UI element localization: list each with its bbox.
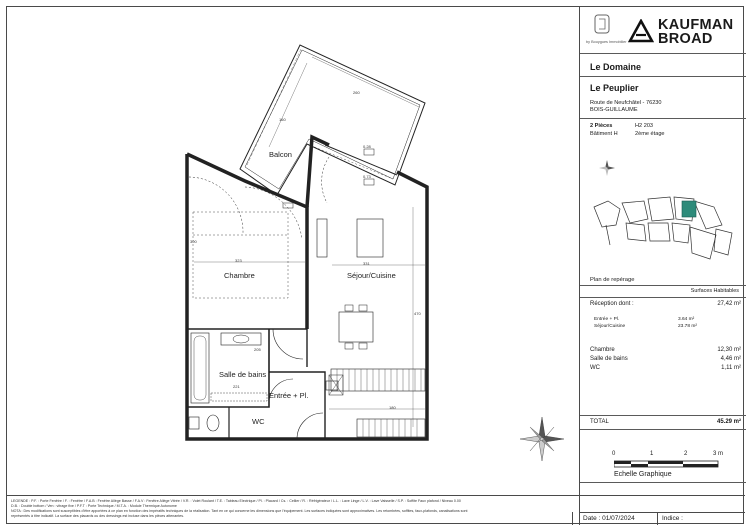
dim-balcon-top: 260 bbox=[353, 90, 360, 95]
site-building-5 bbox=[694, 201, 722, 229]
chambre-surface-value: 12,30 m² bbox=[717, 347, 741, 353]
logo-line-2: BROAD bbox=[658, 31, 713, 47]
site-building-2 bbox=[622, 201, 648, 223]
exterior-wall-north-west bbox=[187, 154, 307, 329]
dim-sdb-width: 221 bbox=[233, 384, 240, 389]
site-building-3 bbox=[648, 197, 674, 221]
total-value: 45.29 m² bbox=[716, 419, 741, 425]
scale-label: Echelle Graphique bbox=[614, 471, 672, 478]
footer-split-2 bbox=[657, 512, 658, 525]
logo-line-1: KAUFMAN bbox=[658, 17, 734, 33]
room-label-entree: Entrée + Pl. bbox=[269, 391, 309, 400]
site-building-6 bbox=[626, 223, 646, 241]
divider-1 bbox=[580, 53, 746, 54]
lot-floor: 2ème étage bbox=[635, 131, 665, 137]
dim-chambre-height: 300 bbox=[190, 239, 197, 244]
exterior-wall-notch bbox=[307, 137, 329, 207]
dim-height-2: 0.73 bbox=[363, 174, 371, 179]
chair-3 bbox=[345, 343, 353, 349]
divider-4 bbox=[580, 285, 746, 286]
door-swing-chambre-inner bbox=[273, 329, 303, 359]
residence-name: Le Domaine bbox=[590, 62, 642, 72]
dim-sejour-width: 331 bbox=[363, 261, 370, 266]
legend-line-4: représentés à titre indicatif. La surface des placards ou des dressings est incluse dans les pièces attenantes. bbox=[11, 514, 184, 518]
plan-sheet bbox=[6, 6, 744, 524]
balcony-inner-edge bbox=[245, 50, 420, 189]
window-marker-1 bbox=[364, 149, 374, 155]
dim-chambre-width: 323 bbox=[235, 258, 242, 263]
total-label: TOTAL bbox=[590, 419, 609, 425]
lot-type: 2 Pièces bbox=[590, 123, 613, 129]
door-swing-sejour bbox=[322, 157, 329, 203]
location-plan-label: Plan de repérage bbox=[590, 277, 635, 283]
highlighted-lot bbox=[682, 201, 696, 217]
site-building-9 bbox=[690, 227, 716, 259]
sejour-value: 23.78 m² bbox=[678, 324, 697, 329]
footer-split bbox=[572, 512, 573, 525]
chambre-surface-label: Chambre bbox=[590, 347, 615, 353]
legend-line-2: D.B. : Double bottom / Ven : vitrage fixe / P.F.T : Porte Technique / M.T.A. : Module Thermique Autonome bbox=[11, 504, 177, 508]
footer-top bbox=[579, 512, 745, 513]
window-marker-2 bbox=[364, 179, 374, 185]
bay-window-wall bbox=[325, 145, 397, 175]
developer-subtitle: by Bouygues Immobilier bbox=[586, 40, 627, 44]
divider-6 bbox=[580, 415, 746, 416]
kitchen-lower-units bbox=[357, 419, 425, 437]
chair-1 bbox=[345, 305, 353, 311]
sdb-surface-value: 4,46 m² bbox=[720, 356, 741, 362]
door-swing-entrance bbox=[297, 413, 323, 439]
legend-strip bbox=[7, 495, 579, 525]
site-building-1 bbox=[594, 201, 620, 227]
dim-sdb-height: 205 bbox=[254, 347, 261, 352]
sofa-outline bbox=[317, 219, 327, 257]
floor-plan bbox=[7, 7, 579, 495]
toilet-tank bbox=[189, 417, 199, 429]
entree-label: Entrée + Pl. bbox=[594, 317, 620, 322]
bathtub-basin bbox=[194, 336, 206, 400]
balcony-dim-line-top bbox=[312, 57, 419, 107]
room-label-chambre: Chambre bbox=[224, 271, 255, 280]
building-name: Le Peuplier bbox=[590, 83, 639, 93]
floor-plan-drawing bbox=[7, 7, 579, 495]
reception-value: 27,42 m² bbox=[717, 301, 741, 307]
dining-table-outline bbox=[339, 312, 373, 342]
scale-tick-3: 3 m bbox=[713, 451, 724, 457]
toilet-bowl bbox=[207, 415, 219, 431]
chair-4 bbox=[359, 343, 367, 349]
divider-7 bbox=[580, 429, 746, 430]
lot-building: Bâtiment H bbox=[590, 131, 618, 137]
dim-entree-width: 180 bbox=[389, 405, 396, 410]
wc-surface-value: 1,11 m² bbox=[721, 365, 741, 371]
divider-8 bbox=[580, 482, 746, 483]
plan-date: Date : 01/07/2024 bbox=[583, 515, 635, 522]
legend-line-1: LEGENDE : P.F. : Porte Fenêtre / F. : Fenêtre / F.A.B : Fenêtre Allège Basse / F.A.V : Fenêtre Allège Vitrée / V.R. : Volet Roulant / T.E. : Tableau Electrique / Pl. : Placard / Cs. : Cellier / R. : Réfrigérateur / L.L. : Lave Linge / L.V. : Lave Vaisselle / S.P. : Soffite Faux plafond / Niveau 0.00 bbox=[11, 499, 461, 503]
site-building-7 bbox=[648, 223, 670, 241]
room-label-wc: WC bbox=[252, 417, 265, 426]
title-block bbox=[579, 7, 745, 525]
location-site-plan bbox=[586, 189, 736, 271]
wc-surface-label: WC bbox=[590, 365, 600, 371]
dim-balcon-side: 160 bbox=[279, 117, 286, 122]
plan-indice: Indice : bbox=[662, 515, 683, 522]
dim-height-1: 0.28 bbox=[363, 144, 371, 149]
kaufman-broad-triangle-icon bbox=[628, 19, 654, 43]
scale-tick-0: 0 bbox=[612, 451, 616, 457]
bed-outline bbox=[193, 212, 288, 298]
address-line-2: BOIS-GUILLAUME bbox=[590, 107, 638, 113]
scale-bar bbox=[614, 460, 724, 469]
footer-divider bbox=[7, 495, 745, 496]
site-building-8 bbox=[672, 223, 690, 243]
door-swing-chambre bbox=[189, 177, 243, 233]
wall-entree bbox=[269, 372, 325, 439]
lot-reference: H2 203 bbox=[635, 123, 654, 129]
bathtub-outline bbox=[191, 333, 209, 403]
address-line-1: Route de Neufchâtel - 76230 bbox=[590, 100, 662, 106]
coffee-table-outline bbox=[357, 219, 383, 257]
location-compass-icon bbox=[598, 159, 616, 177]
entree-value: 3.64 m² bbox=[678, 317, 695, 322]
scale-tick-2: 2 bbox=[684, 451, 688, 457]
divider-5 bbox=[580, 297, 746, 298]
kitchen-lower-hatch bbox=[363, 419, 417, 437]
washbasin bbox=[233, 335, 249, 343]
surfaces-header: Surfaces Habitables bbox=[690, 288, 739, 294]
bouygues-emblem-icon bbox=[591, 13, 613, 39]
reception-label: Réception dont : bbox=[590, 301, 634, 307]
divider-3 bbox=[580, 118, 746, 119]
exterior-wall-east bbox=[325, 172, 427, 439]
divider-2 bbox=[580, 76, 746, 77]
legend-line-3: NOTA : Des modifications sont susceptibles d'être apportées à ce plan en fonction des impératifs techniques de la réalisation. Tant en ce qui concerne les dimensions que l'équipement. Les surfaces indiquées sont approximatives. Les retombées, soffites, faux-plafonds, canalisations sont bbox=[11, 509, 468, 513]
chair-2 bbox=[359, 305, 367, 311]
room-label-sdb: Salle de bains bbox=[219, 370, 267, 379]
compass-rose bbox=[520, 417, 564, 461]
scale-tick-1: 1 bbox=[650, 451, 654, 457]
room-label-sejour: Séjour/Cuisine bbox=[347, 271, 396, 280]
kitchen-counter bbox=[331, 369, 425, 391]
balcony-railing-line bbox=[307, 144, 393, 179]
kitchen-counter-hatch bbox=[337, 369, 421, 391]
balcony-dim-line-side bbox=[269, 63, 307, 147]
sdb-storage bbox=[211, 393, 267, 401]
sdb-surface-label: Salle de bains bbox=[590, 356, 628, 362]
site-road bbox=[606, 225, 610, 245]
wall-sdb bbox=[187, 329, 269, 407]
dim-depth: 470 bbox=[414, 311, 421, 316]
window-marker-3 bbox=[283, 203, 293, 208]
sejour-label: Séjour/Cuisine bbox=[594, 324, 626, 329]
room-label-balcon: Balcon bbox=[269, 150, 292, 159]
site-building-10 bbox=[714, 229, 732, 255]
